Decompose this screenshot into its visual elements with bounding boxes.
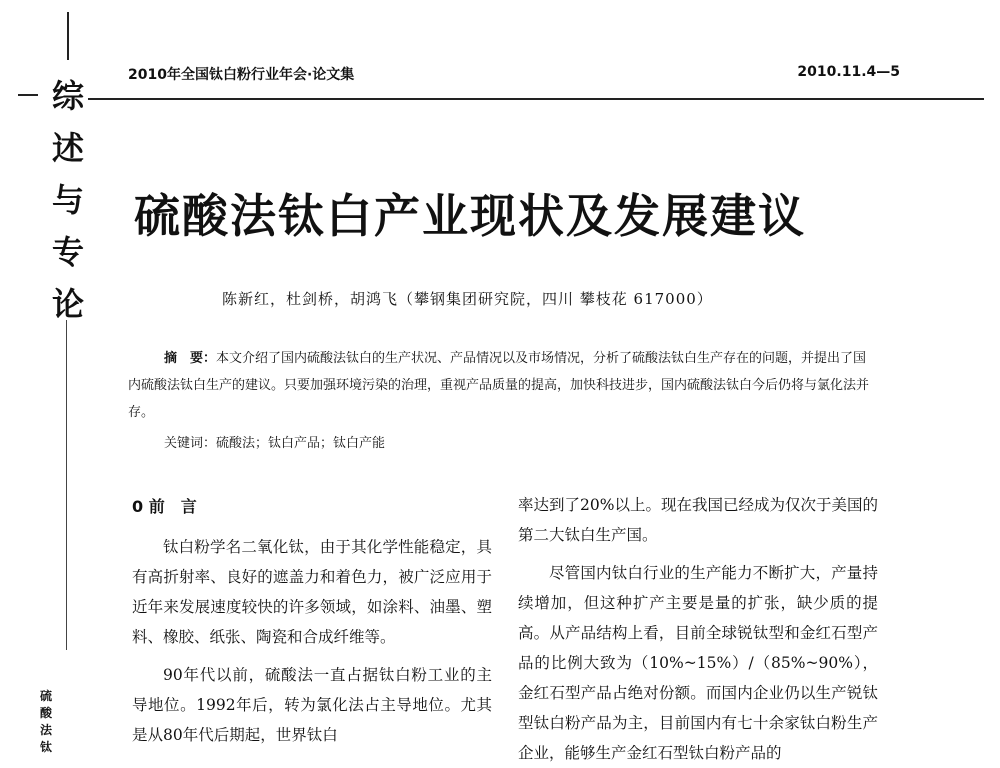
side-rule-middle	[66, 320, 67, 650]
running-title-char: 酸	[39, 706, 52, 720]
category-char: 专	[51, 233, 84, 271]
body-column-left	[132, 490, 492, 750]
body-paragraph: 尽管国内钛白行业的生产能力不断扩大，产量持续增加，但这种扩产主要是量的扩张，缺少质的提高。从产品结构上看，目前全球锐钛型和金红石型产品的比例大致为（10%~15%）/（85%~90%），金红石型产品占绝对份额。而国内企业仍以生产锐钛型钛白粉产品为主，目前国内有七十余家钛白粉生产企业，能够生产金红石型钛白粉产品的	[518, 564, 878, 762]
abstract-text: 本文介绍了国内硫酸法钛白的生产状况、产品情况以及市场情况，分析了硫酸法钛白生产存在的问题，并提出了国内硫酸法钛白生产的建议。只要加强环境污染的治理，重视产品质量的提高，加快科技进步，国内硫酸法钛白今后仍将与氯化法并存。	[128, 351, 870, 420]
keywords-label: 关键词：	[164, 436, 217, 451]
body-paragraph: 90年代以前，硫酸法一直占据钛白粉工业的主导地位。1992年后，转为氯化法占主导地位。尤其是从80年代后期起，世界钛白	[132, 666, 492, 744]
running-title-vertical	[38, 688, 54, 756]
side-dash	[18, 94, 38, 96]
running-title-char: 法	[39, 723, 52, 737]
side-rule-top	[67, 12, 69, 60]
body-column-right	[518, 490, 878, 768]
section-category-label	[46, 70, 90, 330]
keywords-text: 硫酸法；钛白产品；钛白产能	[216, 436, 386, 451]
abstract-label: 摘 要：	[164, 351, 217, 366]
header-rule	[88, 98, 984, 100]
category-char: 述	[51, 129, 84, 167]
category-char: 论	[51, 285, 84, 323]
article-title: 硫酸法钛白产业现状及发展建议	[134, 189, 806, 243]
section-heading: 0 前 言	[132, 497, 197, 516]
category-char: 与	[51, 181, 84, 219]
body-paragraph: 钛白粉学名二氧化钛，由于其化学性能稳定，具有高折射率、良好的遮盖力和着色力，被广泛应用于近年来发展速度较快的许多领域，如涂料、油墨、塑料、橡胶、纸张、陶瓷和合成纤维等。	[132, 538, 492, 646]
authors-affiliation: 陈新红，杜剑桥，胡鸿飞（攀钢集团研究院，四川 攀枝花 617000）	[222, 290, 713, 308]
running-title-char: 硫	[39, 689, 52, 703]
date-pages: 2010.11.4—5	[797, 64, 900, 80]
keywords	[164, 432, 385, 451]
running-title-char: 钛	[39, 740, 52, 754]
conference-name: 2010年全国钛白粉行业年会·论文集	[128, 67, 355, 83]
abstract	[128, 345, 878, 426]
body-paragraph: 率达到了20%以上。现在我国已经成为仅次于美国的第二大钛白生产国。	[518, 496, 878, 544]
category-char: 综	[51, 77, 84, 115]
